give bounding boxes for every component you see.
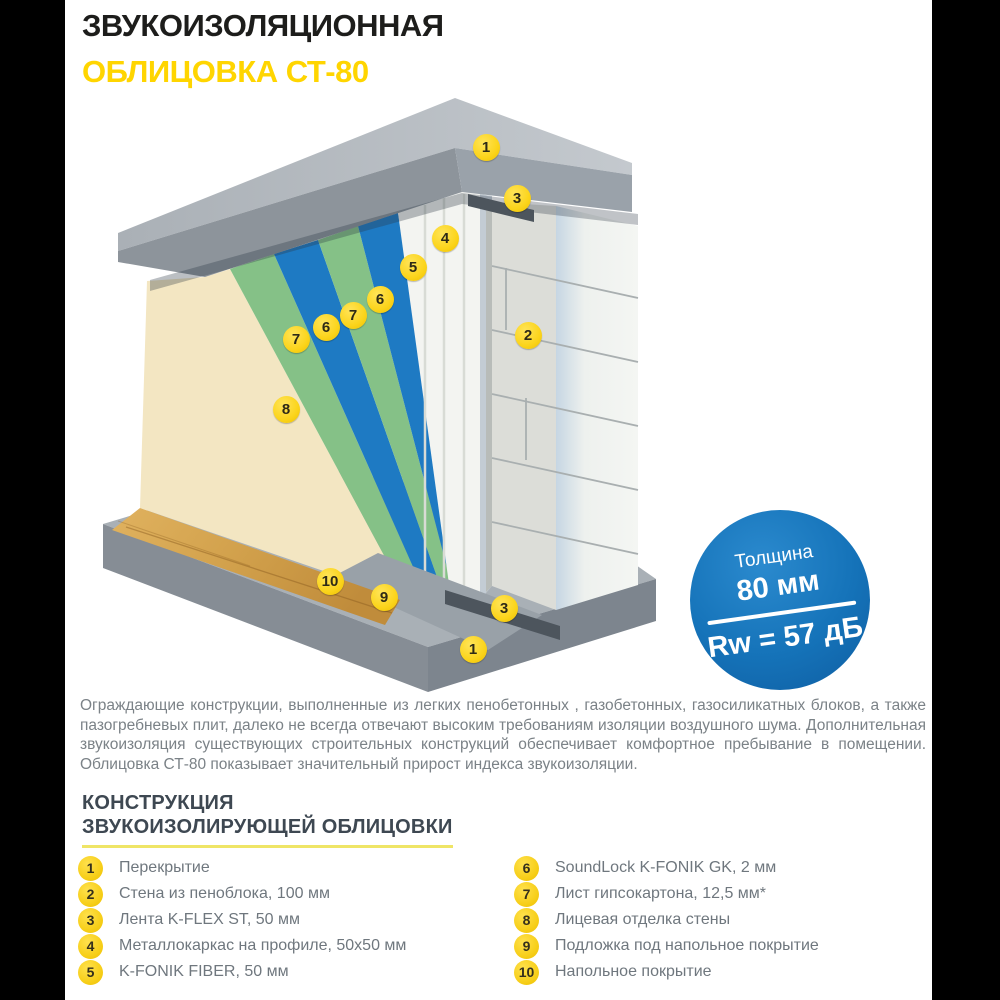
legend-column-right bbox=[514, 855, 819, 985]
thickness-badge-content bbox=[678, 498, 881, 701]
block-wall-edge bbox=[486, 200, 492, 592]
legend-number-badge: 9 bbox=[514, 934, 539, 959]
callout-10: 10 bbox=[317, 568, 344, 595]
legend-number-badge: 6 bbox=[514, 856, 539, 881]
section-heading-line2: ЗВУКОИЗОЛИРУЮЩЕЙ ОБЛИЦОВКИ bbox=[82, 816, 453, 838]
callout-8: 8 bbox=[273, 396, 300, 423]
legend-number-badge: 8 bbox=[514, 908, 539, 933]
legend-item-6: 6 SoundLock K-FONIK GK, 2 мм bbox=[514, 855, 819, 881]
legend-item-10: 10 Напольное покрытие bbox=[514, 959, 819, 985]
callout-6: 6 bbox=[367, 286, 394, 313]
legend-item-8: 8 Лицевая отделка стены bbox=[514, 907, 819, 933]
legend-item-9: 9 Подложка под напольное покрытие bbox=[514, 933, 819, 959]
callout-1: 1 bbox=[460, 636, 487, 663]
legend-item-3: 3 Лента K-FLEX ST, 50 мм bbox=[78, 907, 406, 933]
block-wall-side bbox=[556, 206, 638, 610]
callout-4: 4 bbox=[432, 225, 459, 252]
page-subtitle: ОБЛИЦОВКА СТ-80 bbox=[82, 54, 369, 89]
pillarbox-right bbox=[932, 0, 1000, 1000]
callout-5: 5 bbox=[400, 254, 427, 281]
thickness-badge bbox=[690, 510, 870, 690]
callout-2: 2 bbox=[515, 322, 542, 349]
callout-7: 7 bbox=[283, 326, 310, 353]
legend-item-2: 2 Стена из пеноблока, 100 мм bbox=[78, 881, 406, 907]
section-heading bbox=[82, 791, 453, 848]
callout-3: 3 bbox=[491, 595, 518, 622]
pillarbox-left bbox=[0, 0, 65, 1000]
callout-3: 3 bbox=[504, 185, 531, 212]
legend-number-badge: 5 bbox=[78, 960, 103, 985]
legend-item-4: 4 Металлокаркас на профиле, 50x50 мм bbox=[78, 933, 406, 959]
thickness-label: Толщина bbox=[733, 540, 815, 573]
legend-number-badge: 10 bbox=[514, 960, 539, 985]
legend-item-7: 7 Лист гипсокартона, 12,5 мм* bbox=[514, 881, 819, 907]
legend-number-badge: 1 bbox=[78, 856, 103, 881]
legend-item-5: 5 K-FONIK FIBER, 50 мм bbox=[78, 959, 406, 985]
sound-rating-value: Rw = 57 дБ bbox=[705, 610, 865, 664]
legend-item-1: 1 Перекрытие bbox=[78, 855, 406, 881]
callout-1: 1 bbox=[473, 134, 500, 161]
legend-number-badge: 2 bbox=[78, 882, 103, 907]
callout-6: 6 bbox=[313, 314, 340, 341]
page-title: ЗВУКОИЗОЛЯЦИОННАЯ bbox=[82, 8, 444, 43]
legend-number-badge: 3 bbox=[78, 908, 103, 933]
legend-column-left bbox=[78, 855, 406, 985]
legend-number-badge: 7 bbox=[514, 882, 539, 907]
section-heading-line1: КОНСТРУКЦИЯ bbox=[82, 792, 234, 814]
callout-9: 9 bbox=[371, 584, 398, 611]
legend-number-badge: 4 bbox=[78, 934, 103, 959]
callout-7: 7 bbox=[340, 302, 367, 329]
thickness-value: 80 мм bbox=[734, 564, 822, 608]
description-text: Ограждающие конструкции, выполненные из легких пенобетонных , газобетонных, газосиликатных блоков, а также пазогребневых плит, далеко не всегда отвечают высоким требованиям изоляции воздушного шума. Дополнительная звукоизоляция существующих строительных конструкций обеспечивает комфортное пребывание в помещении. Облицовка СТ-80 показывает значительный прирост индекса звукоизоляции. bbox=[80, 697, 926, 773]
